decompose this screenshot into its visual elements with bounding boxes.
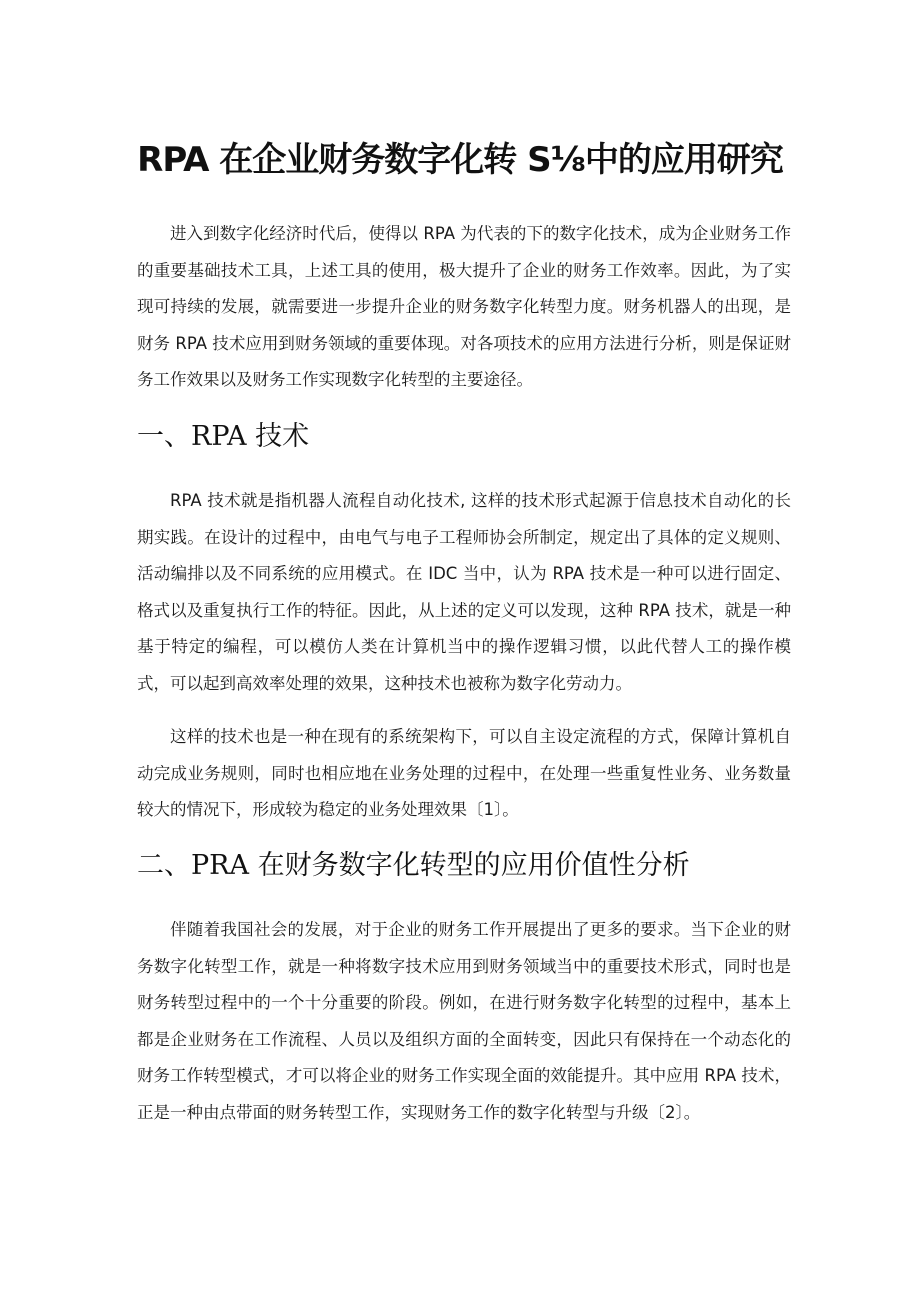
intro-paragraph: 进入到数字化经济时代后，使得以 RPA 为代表的下的数字化技术，成为企业财务工作的重要基础技术工具，上述工具的使用，极大提升了企业的财务工作效率。因此，为了实现可持续的发展，就需要进一步提升企业的财务数字化转型力度。财务机器人的出现，是财务 RPA 技术应用到财务领域的重要体现。对各项技术的应用方法进行分析，则是保证财务工作效果以及财务工作实现数字化转型的主要途径。 [137,224,791,389]
rpa-features-paragraph: 这样的技术也是一种在现有的系统架构下，可以自主设定流程的方式，保障计算机自动完成业务规则，同时也相应地在业务处理的过程中，在处理一些重复性业务、业务数量较大的情况下，形成较为稳定的业务处理效果〔1〕。 [137,727,791,819]
rpa-definition-paragraph: RPA 技术就是指机器人流程自动化技术, 这样的技术形式起源于信息技术自动化的长期实践。在设计的过程中，由电气与电子工程师协会所制定，规定出了具体的定义规则、活动编排以及不同系统的应用模式。在 IDC 当中，认为 RPA 技术是一种可以进行固定、格式以及重复执行工作的特征。因此，从上述的定义可以发现，这种 RPA 技术，就是一种基于特定的编程，可以模仿人类在计算机当中的操作逻辑习惯，以此代替人工的操作模式，可以起到高效率处理的效果，这种技术也被称为数字化劳动力。 [137,491,791,693]
value-analysis-paragraph: 伴随着我国社会的发展，对于企业的财务工作开展提出了更多的要求。当下企业的财务数字化转型工作，就是一种将数字技术应用到财务领域当中的重要技术形式，同时也是财务转型过程中的一个十分重要的阶段。例如，在进行财务数字化转型的过程中，基本上都是企业财务在工作流程、人员以及组织方面的全面转变，因此只有保持在一个动态化的财务工作转型模式，才可以将企业的财务工作实现全面的效能提升。其中应用 RPA 技术，正是一种由点带面的财务转型工作，实现财务工作的数字化转型与升级〔2〕。 [137,920,791,1122]
section-heading-rpa-technology: 一、RPA 技术 [137,421,310,452]
document-title: RPA 在企业财务数字化转 S⅛中的应用研究 [137,140,783,180]
section-heading-value-analysis: 二、PRA 在财务数字化转型的应用价值性分析 [137,850,690,881]
